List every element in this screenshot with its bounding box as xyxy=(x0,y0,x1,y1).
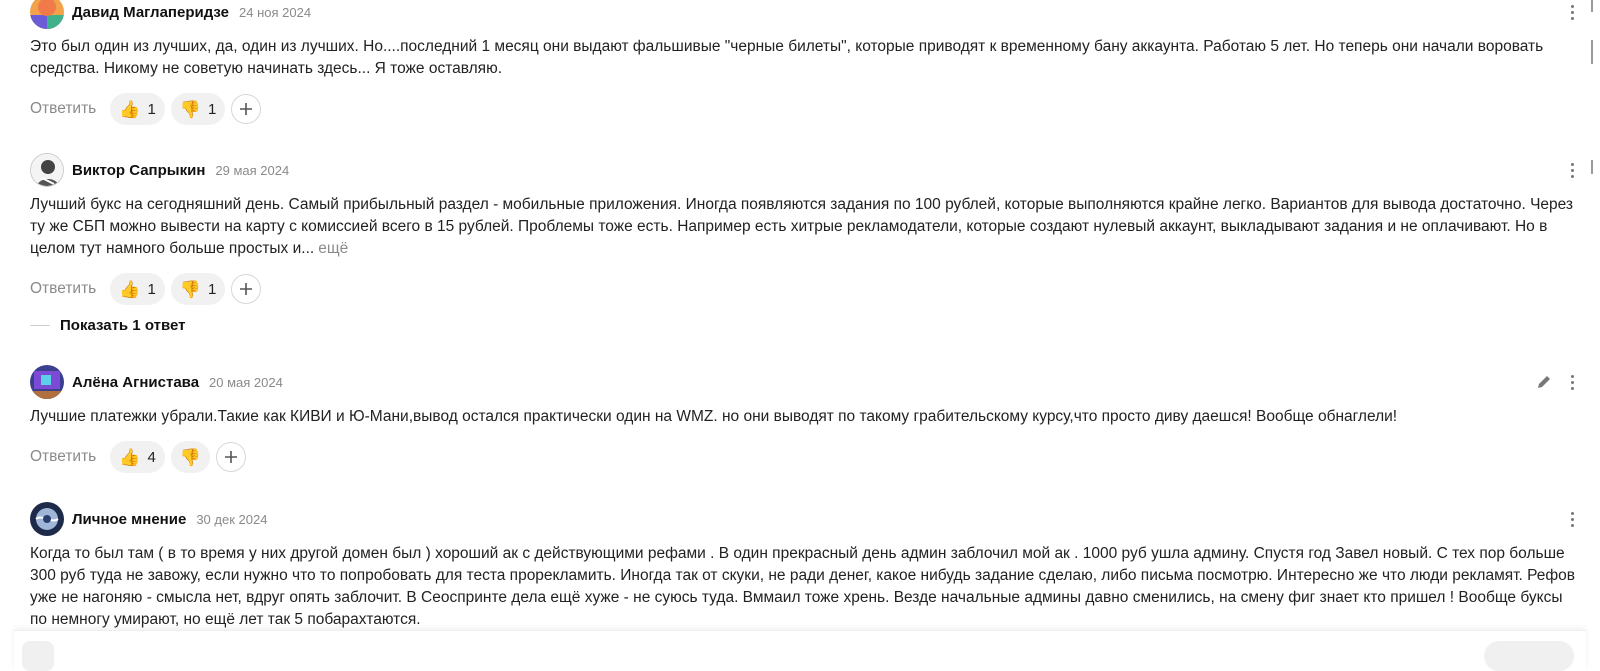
thumbs-up-icon: 👍 xyxy=(119,99,141,119)
avatar[interactable] xyxy=(30,0,64,29)
plus-icon xyxy=(224,450,238,464)
like-count: 1 xyxy=(147,100,156,118)
thumbs-up-icon: 👍 xyxy=(119,447,141,467)
comment-text: Когда то был там ( в то время у них другой домен был ) хороший ак с действующими рефами . В один прекрасный день админ заблочил мой ак . 1000 руб ушла админу. Спустя год Завел новый. С тех пор больше 300 руб туда не завожу, если нужно что то попробовать для теста прорекламить. Иногда так от скуки, не ради денег, какое нибудь задание сделаю, либо письма посмотрю. Интересно же что люди рекламят. Рефов уже не нагоняю - смысла нет, вдруг опять заблочит. В Сеоспринте дела ещё хуже - не суюсь туда. Вммаил тоже хрень. Везде начальные админы давно сменились, на смену фиг знает кто пришел ! Вообще буксы по немногу умирают, но ещё лет так 5 побарахтаются. xyxy=(30,545,1575,628)
kebab-menu-icon[interactable] xyxy=(1564,509,1580,529)
dislike-button[interactable] xyxy=(171,441,210,473)
avatar[interactable] xyxy=(30,153,64,187)
reply-button[interactable]: Ответить xyxy=(30,100,97,117)
thumbs-down-icon: 👎 xyxy=(179,279,201,299)
comment-date: 24 ноя 2024 xyxy=(239,4,312,20)
comment-header xyxy=(30,0,1580,30)
comment-author[interactable]: Личное мнение xyxy=(72,510,187,528)
comment-author[interactable]: Алёна Агнистава xyxy=(72,373,200,391)
pencil-icon[interactable] xyxy=(1536,374,1552,390)
comment-date: 30 дек 2024 xyxy=(196,511,268,527)
toolbar-button[interactable] xyxy=(1484,641,1574,671)
comment-actions xyxy=(30,440,1580,474)
show-more-link[interactable]: ещё xyxy=(318,240,349,257)
comment xyxy=(30,364,1580,474)
show-replies-label: Показать 1 ответ xyxy=(60,317,186,334)
thumbs-down-icon: 👎 xyxy=(179,447,201,467)
comment-text-body: Лучший букс на сегодняшний день. Самый прибыльный раздел - мобильные приложения. Иногда появляются задания по 100 рублей, которые выполняются крайне легко. Вариантов для вывода достаточно. Через ту же СБП можно вывести на карту с комиссией всего в 15 рублей. Проблемы тоже есть. Например есть хитрые рекламодатели, которые создают нулевый аккаунт, выкладывают задания и не оплачивают. Но в целом тут намного больше простых и... xyxy=(30,196,1574,257)
avatar[interactable] xyxy=(30,365,64,399)
dislike-button[interactable] xyxy=(171,273,226,305)
comment xyxy=(30,0,1580,126)
comment-text xyxy=(30,194,1580,260)
dislike-button[interactable] xyxy=(171,93,226,125)
add-reaction-button[interactable] xyxy=(231,274,261,304)
reply-button[interactable]: Ответить xyxy=(30,448,97,465)
thumbs-up-icon: 👍 xyxy=(119,279,141,299)
comment xyxy=(30,501,1580,631)
comment-date: 20 мая 2024 xyxy=(209,374,283,390)
thumbs-down-icon: 👎 xyxy=(179,99,201,119)
like-button[interactable] xyxy=(110,273,165,305)
divider xyxy=(30,325,50,326)
toolbar-button[interactable] xyxy=(22,641,54,671)
like-count: 4 xyxy=(147,448,156,466)
comment-header xyxy=(30,501,1580,537)
show-replies-button[interactable] xyxy=(30,317,185,334)
comment-author[interactable]: Виктор Сапрыкин xyxy=(72,161,206,179)
comment-header xyxy=(30,152,1580,188)
like-button[interactable] xyxy=(110,441,165,473)
comment xyxy=(30,152,1580,306)
dislike-count: 1 xyxy=(207,280,217,298)
scrollbar[interactable] xyxy=(1588,0,1596,665)
reply-button[interactable]: Ответить xyxy=(30,280,97,297)
kebab-menu-icon[interactable] xyxy=(1564,372,1580,392)
comment-actions xyxy=(30,92,1580,126)
comment-actions xyxy=(30,272,1580,306)
comment-author[interactable]: Давид Маглаперидзе xyxy=(72,3,230,21)
avatar[interactable] xyxy=(30,502,64,536)
comment-text: Лучшие платежки убрали.Такие как КИВИ и Ю-Мани,вывод остался практически один на WMZ. но они выводят по такому грабительскому курсу,что просто диву даешся! Вообще обнаглели! xyxy=(30,408,1398,425)
dislike-count: 1 xyxy=(207,100,217,118)
add-reaction-button[interactable] xyxy=(216,442,246,472)
add-reaction-button[interactable] xyxy=(231,94,261,124)
plus-icon xyxy=(239,102,253,116)
like-count: 1 xyxy=(147,280,156,298)
like-button[interactable] xyxy=(110,93,165,125)
comment-header xyxy=(30,364,1580,400)
kebab-menu-icon[interactable] xyxy=(1564,160,1580,180)
plus-icon xyxy=(239,282,253,296)
kebab-menu-icon[interactable] xyxy=(1564,2,1580,22)
comment-text: Это был один из лучших, да, один из лучших. Но....последний 1 месяц они выдают фальшивые "черные билеты", которые приводят к временному бану аккаунта. Работаю 5 лет. Но теперь они начали воровать средства. Никому не советую начинать здесь... Я тоже оставляю. xyxy=(30,38,1544,77)
comment-date: 29 мая 2024 xyxy=(215,162,290,178)
